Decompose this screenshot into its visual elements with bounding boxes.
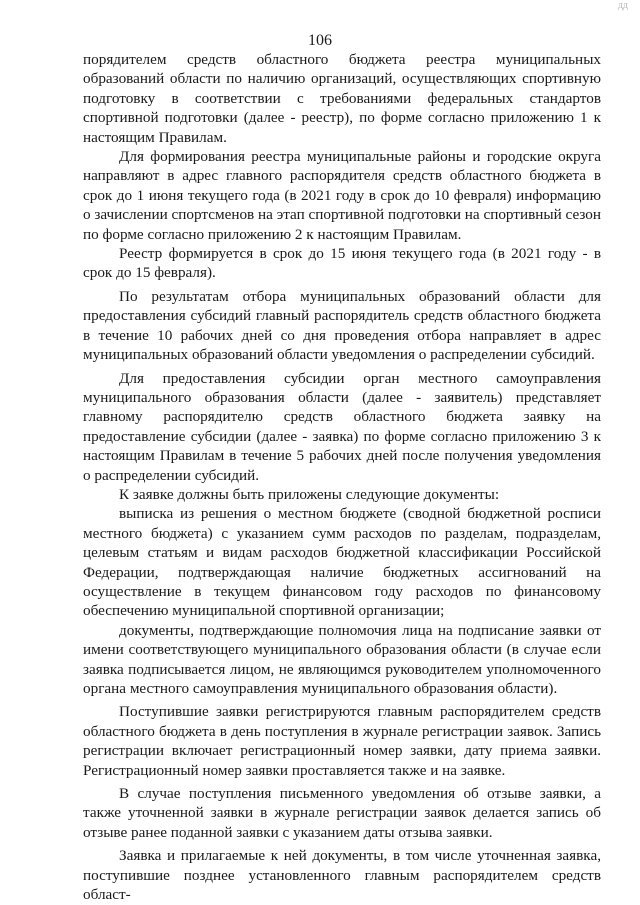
paragraph: Для предоставления субсидии орган местного самоуправления муниципального образования области (далее - заявитель) представляет главному распорядителю средств областного бюджета заявку на предоставление субсидии (далее - заявка) по форме согласно приложению 3 к настоящим Правилам в течение 5 рабочих дней после получения уведомления о распределении субсидий. — [83, 369, 601, 484]
paragraph: Заявка и прилагаемые к ней документы, в том числе уточненная заявка, поступившие позднее установленного главным распорядителем средств област- — [83, 847, 601, 904]
page-number: 106 — [308, 32, 332, 49]
paragraph: К заявке должны быть приложены следующие документы: — [119, 485, 500, 503]
paragraph: В случае поступления письменного уведомления об отзыве заявки, а также уточненной заявки в журнале регистрации заявок делается запись об отзыве ранее поданной заявки с указанием даты отзыва заявки. — [83, 785, 601, 841]
paragraph: Для формирования реестра муниципальные районы и городские округа направляют в адрес главного распорядителя средств областного бюджета в срок до 1 июня текущего года (в 2021 году в срок до 10 февраля) информацию о зачислении спортсменов на этап спортивной подготовки на спортивный сезон по форме согласно приложению 2 к настоящим Правилам. — [83, 148, 601, 243]
paragraph: порядителем средств областного бюджета реестра муниципальных образований области по наличию организаций, осуществляющих спортивную подготовку в соответствии с требованиями федеральных стандартов спортивной подготовки (далее - реестр), по форме согласно приложению 1 к настоящим Правилам. — [83, 51, 601, 146]
paragraph: выписка из решения о местном бюджете (сводной бюджетной росписи местного бюджета) с указанием сумм расходов по разделам, подразделам, целевым статьям и видам расходов бюджетной классификации Российской Федерации, подтверждающая наличие бюджетных ассигнований на осуществление в текущем финансовом году расходов по финансовому обеспечению муниципальной спортивной организации; — [83, 505, 601, 620]
paragraph: Реестр формируется в срок до 15 июня текущего года (в 2021 году - в срок до 15 февраля). — [83, 245, 601, 282]
corner-mark: дд — [617, 0, 628, 11]
paragraph: Поступившие заявки регистрируются главным распорядителем средств областного бюджета в день поступления в журнале регистрации заявок. Запись регистрации включает регистрационный номер заявки, дату приема заявки. Регистрационный номер заявки проставляется также и на заявке. — [83, 703, 601, 779]
document-body — [83, 50, 601, 904]
paragraph: По результатам отбора муниципальных образований области для предоставления субсидий главный распорядитель средств областного бюджета в течение 10 рабочих дней со дня проведения отбора направляет в адрес муниципальных образований области уведомления о распределении субсидий. — [83, 287, 601, 364]
paragraph: документы, подтверждающие полномочия лица на подписание заявки от имени соответствующего муниципального образования области (в случае если заявка подписывается лицом, не являющимся руководителем уполномоченного органа местного самоуправления муниципального образования области). — [83, 621, 601, 697]
